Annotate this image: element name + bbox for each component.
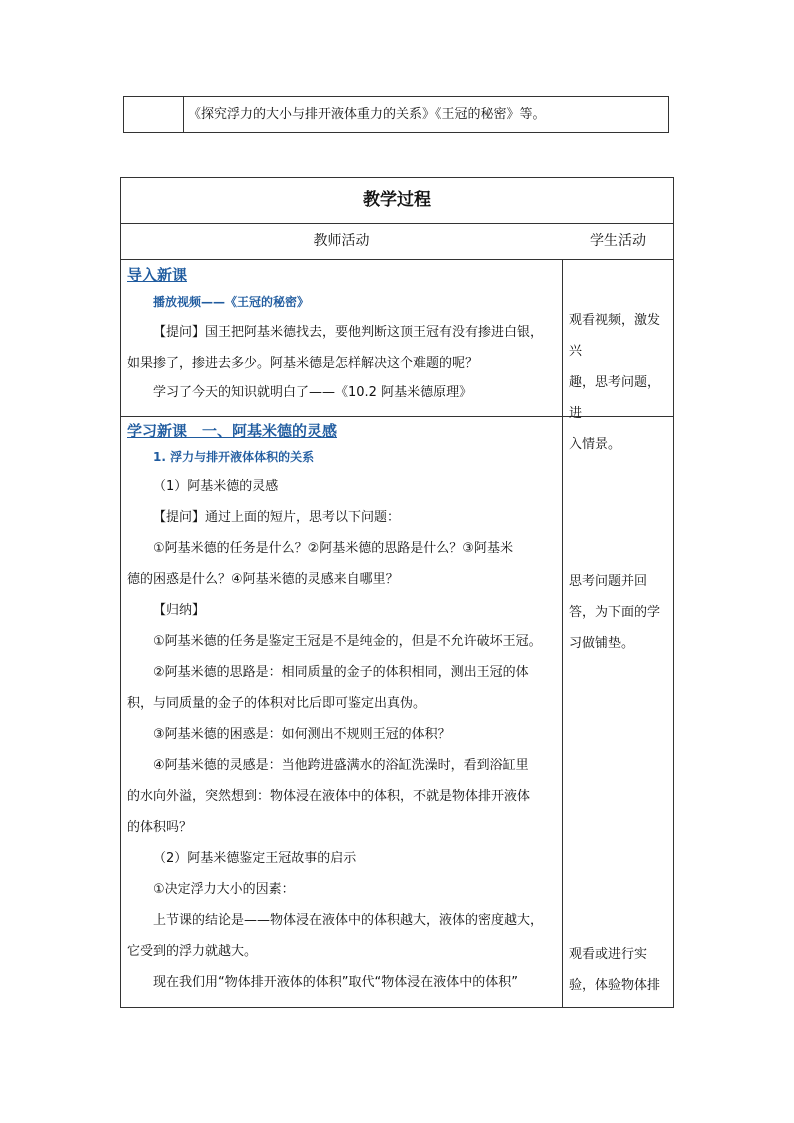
question-line: 【提问】国王把阿基米德找去，要他判断这顶王冠有没有掺进白银， bbox=[153, 325, 544, 340]
student-text-line: 答，为下面的学 bbox=[569, 605, 661, 620]
body-line: 【提问】通过上面的短片，思考以下问题： bbox=[153, 510, 401, 525]
teacher-cell-intro bbox=[127, 263, 559, 407]
intro-line: 学习了今天的知识就明白了——《10.2 阿基米德原理》 bbox=[153, 385, 473, 400]
body-line: ①阿基米德的任务是鉴定王冠是不是纯金的，但是不允许破坏王冠。 bbox=[153, 634, 542, 649]
teacher-cell-new-lesson bbox=[127, 419, 559, 998]
question-line: 如果掺了，掺进去多少。阿基米德是怎样解决这个难题的呢？ bbox=[127, 356, 479, 371]
student-text-line: 观看或进行实 bbox=[569, 947, 648, 962]
info-table-label-cell bbox=[124, 97, 184, 132]
table-title-row bbox=[121, 178, 673, 224]
student-text-line: 习做铺垫。 bbox=[569, 636, 635, 651]
info-table-text: 《探究浮力的大小与排开液体重力的关系》《王冠的秘密》等。 bbox=[188, 107, 546, 122]
body-line: 积，与同质量的金子的体积对比后即可鉴定出真伪。 bbox=[127, 696, 427, 711]
student-cell-think bbox=[569, 566, 671, 659]
body-line: 德的困惑是什么？④阿基米德的灵感来自哪里？ bbox=[127, 572, 399, 587]
body-line: （2）阿基米德鉴定王冠故事的启示 bbox=[153, 851, 357, 866]
body-line: 上节课的结论是——物体浸在液体中的体积越大，液体的密度越大， bbox=[153, 913, 544, 928]
student-text-line: 思考问题并回 bbox=[569, 574, 648, 589]
teacher-activity-header: 教师活动 bbox=[313, 233, 370, 249]
body-line: 的水向外溢，突然想到：物体浸在液体中的体积，不就是物体排开液体 bbox=[127, 789, 531, 804]
student-cell-experiment bbox=[569, 939, 671, 1001]
table-header-row bbox=[121, 223, 673, 260]
student-activity-header: 学生活动 bbox=[590, 233, 646, 249]
student-text-line: 入情景。 bbox=[569, 437, 622, 452]
info-table bbox=[123, 96, 669, 133]
video-line: 播放视频——《王冠的秘密》 bbox=[153, 295, 310, 309]
teaching-process-table bbox=[120, 177, 674, 1008]
subsection-title: 1. 浮力与排开液体体积的关系 bbox=[153, 450, 315, 464]
body-line: ④阿基米德的灵感是：当他跨进盛满水的浴缸洗澡时，看到浴缸里 bbox=[153, 758, 529, 773]
body-line: ①阿基米德的任务是什么？②阿基米德的思路是什么？③阿基米 bbox=[153, 541, 513, 556]
body-line: ①决定浮力大小的因素： bbox=[153, 882, 295, 897]
body-line: 它受到的浮力就越大。 bbox=[127, 944, 258, 959]
body-line: 现在我们用“物体排开液体的体积”取代“物体浸在液体中的体积” bbox=[153, 975, 518, 990]
body-line: （1）阿基米德的灵感 bbox=[153, 479, 279, 494]
student-text-line: 验，体验物体排 bbox=[569, 978, 661, 993]
body-line: 【归纳】 bbox=[153, 603, 206, 618]
section-title: 学习新课 一、阿基米德的灵感 bbox=[127, 422, 338, 440]
body-line: 的体积吗？ bbox=[127, 820, 193, 835]
table-title: 教学过程 bbox=[363, 190, 431, 210]
section-title: 导入新课 bbox=[127, 266, 188, 284]
student-text-line: 观看视频，激发兴 bbox=[569, 313, 661, 359]
section-new-lesson-row bbox=[121, 416, 673, 1008]
student-text-line: 趣，思考问题，进 bbox=[569, 375, 661, 421]
body-line: ③阿基米德的困惑是：如何测出不规则王冠的体积？ bbox=[153, 727, 451, 742]
body-line: ②阿基米德的思路是：相同质量的金子的体积相同，测出王冠的体 bbox=[153, 665, 529, 680]
